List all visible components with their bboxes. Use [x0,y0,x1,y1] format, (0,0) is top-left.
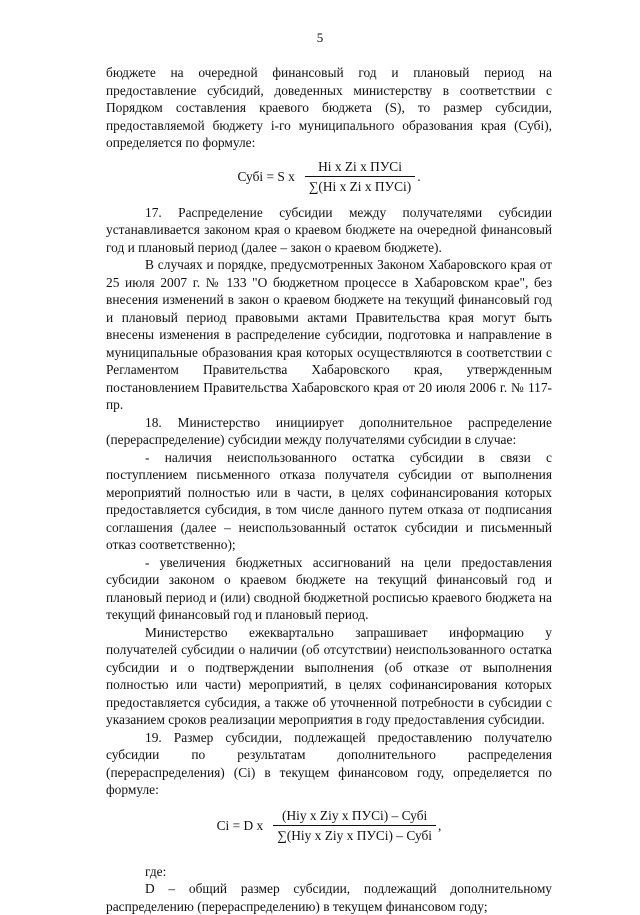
formula-lhs: Ci = D x [216,817,264,833]
formula-tail: , [438,817,442,833]
paragraph-definition-d: D – общий размер субсидии, подлежащий дополнительному распределению (перераспределению) в текущем финансовом году; [106,881,552,914]
paragraph-18-item-increase: - увеличения бюджетных ассигнований на цели предоставления субсидии законом о краевом бюджете на текущий финансовый год и плановый период и (или) сводной бюджетной росписью краевого бюджета на текущий финансовый год и плановый период. [106,554,552,622]
formula-lhs: Субi = S x [237,168,295,184]
formula-numerator: Hi x Zi x ПУСi [318,158,402,174]
formula-denominator: ∑(Hi x Zi x ПУСi) [305,176,415,196]
paragraph-19: 19. Размер субсидии, подлежащей предоставлению получателю субсидии по результатам дополнительного распределения (перераспределения) (Ci) в текущем финансовом году, определяется по формуле: [106,729,552,797]
formula-subsidy-size [106,158,552,196]
formula-numerator: (Hiy x Ziy x ПУСi) – Субi [282,807,428,823]
formula-denominator: ∑(Hiy x Ziy x ПУСi) – Субi [273,825,436,845]
formula-redistribution [106,807,552,845]
document-body [106,64,552,915]
paragraph-18-ministry-request: Министерство ежеквартально запрашивает информацию у получателей субсидии о наличии (об отсутствии) неиспользованного остатка субсидии и о подтверждении выполнения (об отказе от выполнения полностью или части) мероприятий, в целях софинансирования которых предоставляется субсидия, а также об уточненной потребности в субсидии с указанием сроков реализации мероприятия в году предоставления субсидии. [106,624,552,727]
page-number: 5 [316,30,324,45]
formula-fraction [273,807,436,845]
paragraph-18-item-unused: - наличия неиспользованного остатка субсидии в связи с поступлением письменного отказа получателя субсидии от выполнения мероприятий полностью или в части, в целях софинансирования которых предоставляется субсидия, в том числе данного путем отказа от подписания соглашения (далее – неиспользованный остаток субсидии и письменный отказ соответственно); [106,449,552,552]
paragraph-18: 18. Министерство инициирует дополнительное распределение (перераспределение) субсидии между получателями субсидии в случае: [106,414,552,447]
paragraph-17: 17. Распределение субсидии между получателями субсидии устанавливается законом края о краевом бюджете на очередной финансовый год и плановый период (далее – закон о краевом бюджете). [106,204,552,255]
paragraph-budget-continuation: бюджете на очередной финансовый год и плановый период на предоставление субсидий, доведенных министерству в соответствии с Порядком составления краевого бюджета (S), то размер субсидии, предоставляемой бюджету i-го муниципального образования края (Субi), определяется по формуле: [106,65,552,150]
formula-fraction [305,158,415,196]
formula-tail: . [417,168,421,184]
paragraph-17-cases: В случаях и порядке, предусмотренных Законом Хабаровского края от 25 июля 2007 г. № 133 "О бюджетном процессе в Хабаровском крае", без внесения изменений в закон о краевом бюджете на текущий финансовый год и плановый период правовыми актами Правительства края могут быть внесены изменения в распределение субсидии, подготовка и направление в муниципальные образования края которых осуществляются в соответствии с Регламентом Правительства Хабаровского края, утвержденным постановлением Правительства Хабаровского края от 20 июля 2006 г. № 117-пр. [106,257,552,412]
paragraph-where: где: [145,863,167,879]
